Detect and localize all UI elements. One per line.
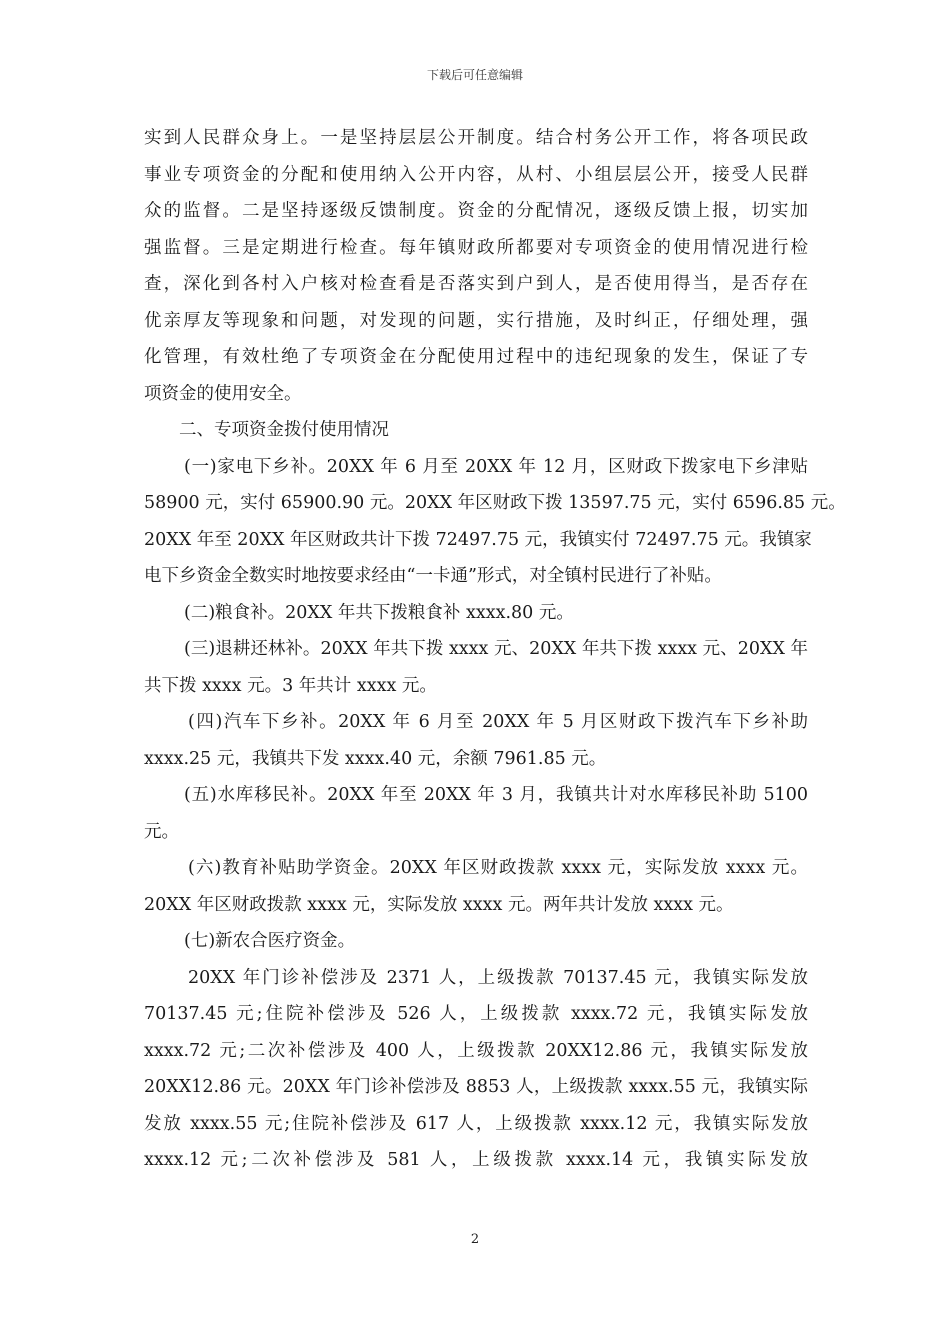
paragraph-line: 20XX 年至 20XX 年区财政共计下拨 72497.75 元，我镇实付 72497.75 元。我镇家 <box>144 529 812 550</box>
paragraph-line: 发放 xxxx.55 元;住院补偿涉及 617 人，上级拨款 xxxx.12 元，我镇实际发放 <box>144 1113 808 1134</box>
section-heading: (七)新农合医疗资金。 <box>184 931 356 951</box>
document-body <box>144 120 846 1179</box>
paragraph-line: 强监督。三是定期进行检查。每年镇财政所都要对专项资金的使用情况进行检 <box>144 237 808 258</box>
paragraph-line: 电下乡资金全数实时地按要求经由“一卡通”形式，对全镇村民进行了补贴。 <box>144 566 722 586</box>
paragraph-line: xxxx.25 元，我镇共下发 xxxx.40 元，余额 7961.85 元。 <box>144 748 607 769</box>
paragraph-line: 70137.45 元;住院补偿涉及 526 人，上级拨款 xxxx.72 元，我镇实际发放 <box>144 1004 808 1024</box>
paragraph-line: 众的监督。二是坚持逐级反馈制度。资金的分配情况，逐级反馈上报，切实加 <box>144 201 808 221</box>
paragraph-line: 元。 <box>144 821 179 842</box>
paragraph-line: 20XX12.86 元。20XX 年门诊补偿涉及 8853 人，上级拨款 xxxx.55 元，我镇实际 <box>144 1077 808 1097</box>
paragraph-line: (五)水库移民补。20XX 年至 20XX 年 3 月，我镇共计对水库移民补助 5100 <box>184 785 808 805</box>
paragraph-line: xxxx.12 元;二次补偿涉及 581 人，上级拨款 xxxx.14 元，我镇实际发放 <box>144 1150 808 1170</box>
paragraph-line: (三)退耕还林补。20XX 年共下拨 xxxx 元、20XX 年共下拨 xxxx 元、20XX 年 <box>184 639 808 659</box>
paragraph-line: 化管理，有效杜绝了专项资金在分配使用过程中的违纪现象的发生，保证了专 <box>144 347 808 367</box>
paragraph-line: 20XX 年区财政拨款 xxxx 元，实际发放 xxxx 元。两年共计发放 xxxx 元。 <box>144 894 734 915</box>
paragraph-line: (一)家电下乡补。20XX 年 6 月至 20XX 年 12 月，区财政下拨家电下乡津贴 <box>184 456 808 477</box>
paragraph-line: 优亲厚友等现象和问题，对发现的问题，实行措施，及时纠正，仔细处理，强 <box>144 310 808 331</box>
paragraph-line: 事业专项资金的分配和使用纳入公开内容，从村、小组层层公开，接受人民群 <box>144 164 808 185</box>
page-number: 2 <box>470 1232 480 1247</box>
paragraph-line: 20XX 年门诊补偿涉及 2371 人，上级拨款 70137.45 元，我镇实际发放 <box>188 967 808 988</box>
paragraph-line: 项资金的使用安全。 <box>144 383 302 404</box>
paragraph-line: 查，深化到各村入户核对检查看是否落实到户到人，是否使用得当，是否存在 <box>144 274 808 294</box>
paragraph-line: xxxx.72 元;二次补偿涉及 400 人，上级拨款 20XX12.86 元，我镇实际发放 <box>144 1040 808 1061</box>
paragraph-line: (六)教育补贴助学资金。20XX 年区财政拨款 xxxx 元，实际发放 xxxx 元。 <box>188 858 808 878</box>
paragraph-line: 58900 元，实付 65900.90 元。20XX 年区财政下拨 13597.75 元，实付 6596.85 元。 <box>144 493 846 513</box>
paragraph-line: (二)粮食补。20XX 年共下拨粮食补 xxxx.80 元。 <box>184 602 574 623</box>
paragraph-line: (四)汽车下乡补。20XX 年 6 月至 20XX 年 5 月区财政下拨汽车下乡补助 <box>188 712 808 732</box>
page-header: 下载后可任意编辑 <box>426 68 523 82</box>
paragraph-line: 共下拨 xxxx 元。3 年共计 xxxx 元。 <box>144 675 437 696</box>
paragraph-line: 实到人民群众身上。一是坚持层层公开制度。结合村务公开工作，将各项民政 <box>144 128 808 148</box>
section-heading: 二、专项资金拨付使用情况 <box>179 420 389 440</box>
